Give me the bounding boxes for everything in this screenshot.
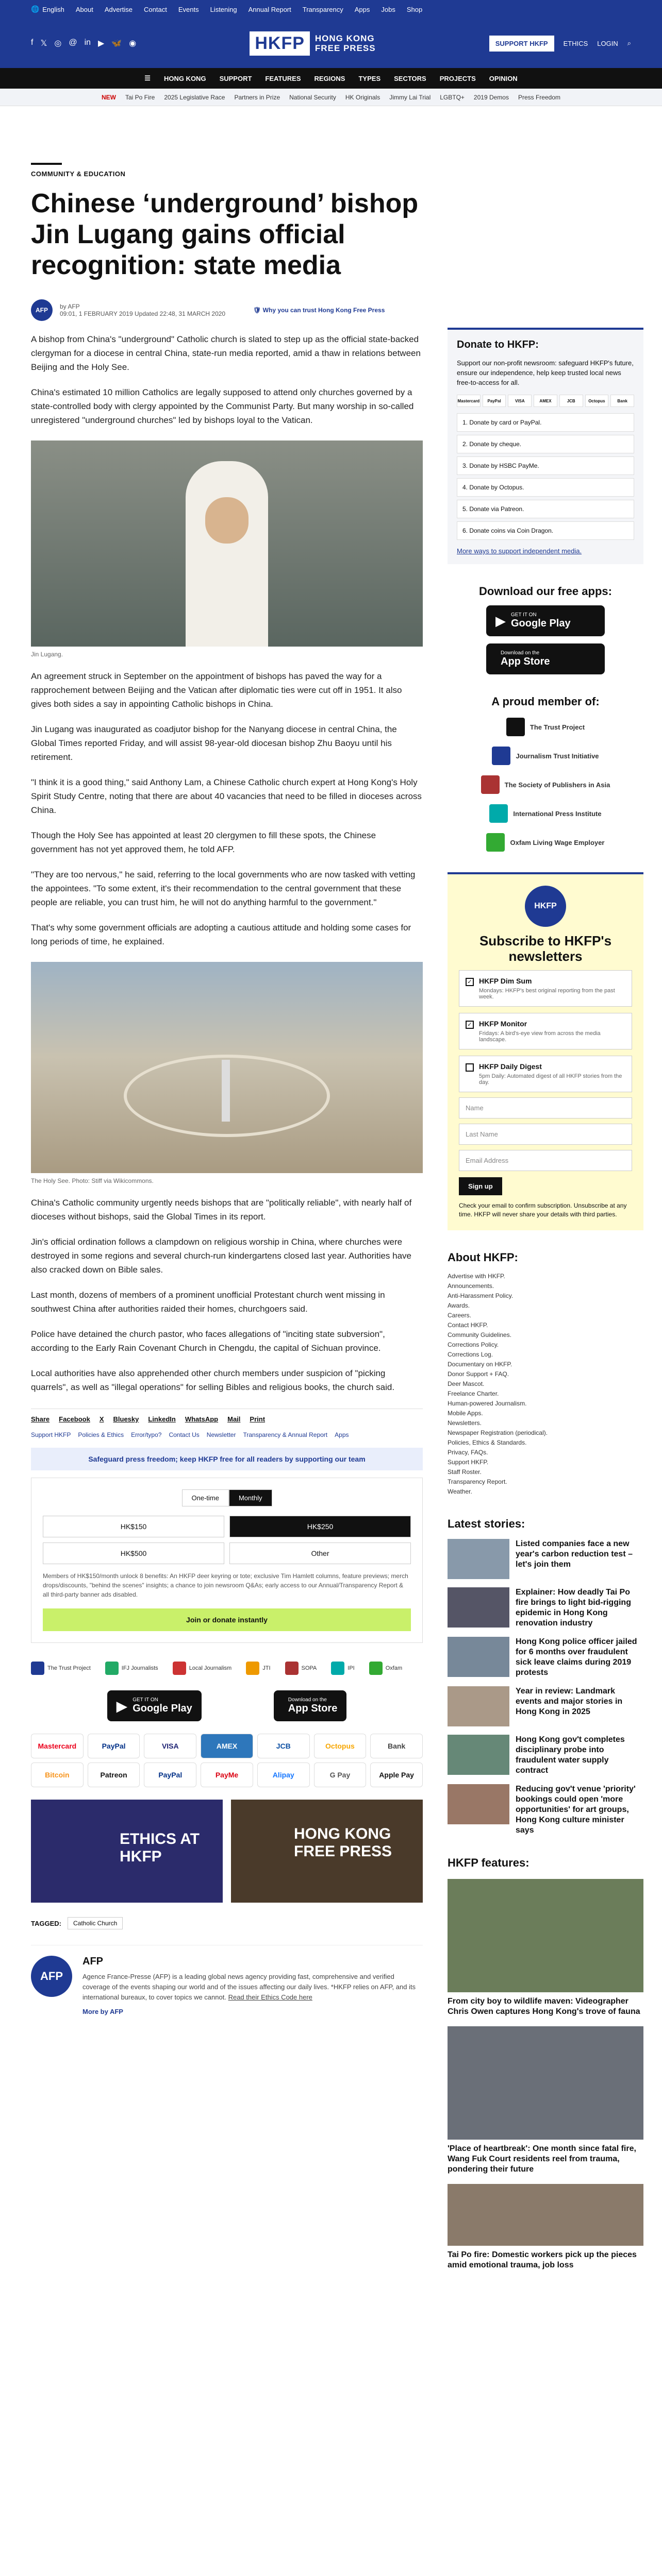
story-thumbnail bbox=[448, 1587, 509, 1628]
threads-icon[interactable]: @ bbox=[69, 38, 77, 47]
publish-date: 09:01, 1 FEBRUARY 2019 Updated 22:48, 31 MARCH 2020 bbox=[60, 310, 226, 317]
badge[interactable]: IFJ Journalists bbox=[105, 1662, 158, 1675]
story-thumbnail bbox=[448, 1735, 509, 1775]
shield-icon: 🛡 bbox=[253, 307, 263, 314]
linkedin-icon[interactable]: in bbox=[84, 38, 91, 47]
story-item[interactable]: Hong Kong police officer jailed for 6 months over fraudulent sick leave claims during 2019 protests bbox=[448, 1637, 643, 1678]
paragraph: "I think it is a good thing," said Anthony Lam, a Chinese Catholic church expert at Hong Kong's Holy Spirit Study Centre, noting that there are about 40 vacancies that need to be filled in dioceses across China. bbox=[31, 777, 422, 815]
main-nav bbox=[0, 68, 662, 89]
paragraph: Jin's official ordination follows a clampdown on religious worship in China, where churches were destroyed in some regions and several church-run kindergartens closed last year. Authorities have also cracked down on Bible sales. bbox=[31, 1237, 412, 1275]
trending-link[interactable]: Jimmy Lai Trial bbox=[389, 93, 431, 101]
ethics-promo[interactable]: ETHICS AT HKFP bbox=[31, 1800, 223, 1903]
about-link[interactable]: Support HKFP. bbox=[448, 1459, 489, 1466]
language-selector[interactable]: 🌐 English bbox=[31, 5, 64, 13]
ethics-link[interactable]: ETHICS bbox=[563, 39, 588, 47]
paragraph: Last month, dozens of members of a prominent unofficial Protestant church went missing in southwest China after authorities raided their homes, churchgoers said. bbox=[31, 1290, 385, 1314]
one-time-toggle[interactable]: One-time bbox=[182, 1489, 229, 1506]
about-link[interactable]: Deer Mascot. bbox=[448, 1380, 485, 1387]
last-name-field[interactable]: Last Name bbox=[459, 1124, 632, 1145]
about-link[interactable]: Documentary on HKFP. bbox=[448, 1361, 512, 1368]
about-link[interactable]: Newspaper Registration (periodical). bbox=[448, 1429, 548, 1436]
about-link[interactable]: Human-powered Journalism. bbox=[448, 1400, 527, 1407]
article-main bbox=[31, 106, 423, 2270]
story-thumbnail bbox=[448, 1784, 509, 1824]
payment-logo[interactable]: Apple Pay bbox=[370, 1762, 423, 1787]
about-link[interactable]: Weather. bbox=[448, 1488, 472, 1495]
footer-link[interactable]: Support HKFP bbox=[31, 1431, 71, 1438]
monthly-toggle[interactable]: Monthly bbox=[229, 1489, 272, 1506]
feature-thumbnail bbox=[448, 2026, 643, 2140]
more-ways-link[interactable]: More ways to support independent media. bbox=[457, 547, 582, 555]
payment-logo[interactable]: Mastercard bbox=[31, 1734, 84, 1758]
about-link[interactable]: Corrections Log. bbox=[448, 1351, 493, 1358]
paragraph: Though the Holy See has appointed at least 20 clergymen to fill these spots, the Chinese government has not yet approved them, he told AFP. bbox=[31, 831, 376, 854]
top-link[interactable]: Listening bbox=[210, 5, 237, 13]
donate-sidebar: Donate to HKFP: Support our non-profit newsroom: safeguard HKFP's future, ensure our independence, help keep trusted local news free-to-access for all. Mastercard PayPal VISA AMEX JCB Octopus Bank 1. Donate by card or PayPal. 2. Donate by cheque. 3. Donate by HSBC PayMe. 4. Donate by Octopus. 5. Donate via Patreon. 6. Donate coins via Coin Dragon. More ways to support independent media. bbox=[448, 328, 643, 564]
support-banner[interactable]: Safeguard press freedom; keep HKFP free for all readers by supporting our team bbox=[31, 1448, 423, 1470]
story-item[interactable]: Listed companies face a new year's carbon reduction test – let's join them bbox=[448, 1539, 643, 1579]
promo-row bbox=[31, 1800, 423, 1903]
about-list bbox=[448, 1272, 643, 1497]
share-bluesky[interactable]: Bluesky bbox=[113, 1415, 139, 1423]
member-badge[interactable]: International Press Institute bbox=[448, 799, 643, 828]
donate-option[interactable]: 3. Donate by HSBC PayMe. bbox=[457, 456, 634, 475]
author-bio: Agence France-Presse (AFP) is a leading global news agency providing fast, comprehensive and verified coverage of the events shaping our world and of the issues affecting our daily lives. *HKFP relies on AFP, and its international bureaux, to cover topics we cannot. Read their Ethics Code here bbox=[82, 1973, 416, 2001]
vatican-photo bbox=[31, 962, 423, 1173]
paragraph: "They are too nervous," he said, referring to the local governments who are now tasked with vetting the appointees. "To some extent, it's their recommendation to the central government that these people are reliable, you can trust him, he will not do anything harmful to the government." bbox=[31, 870, 416, 907]
instagram-icon[interactable]: ◎ bbox=[54, 39, 62, 48]
amount-option[interactable]: HK$150 bbox=[43, 1516, 224, 1537]
payment-logo[interactable]: Patreon bbox=[88, 1762, 140, 1787]
footer-links bbox=[31, 1431, 423, 1438]
about-link[interactable]: Contact HKFP. bbox=[448, 1321, 488, 1329]
top-link[interactable]: Shop bbox=[406, 5, 423, 13]
nav-item[interactable]: TYPES bbox=[358, 74, 381, 82]
footer-link[interactable]: Policies & Ethics bbox=[78, 1431, 124, 1438]
category-kicker[interactable]: COMMUNITY & EDUCATION bbox=[31, 163, 62, 178]
author-box bbox=[31, 1945, 423, 2017]
footer-link[interactable]: Contact Us bbox=[169, 1431, 200, 1438]
ethics-code-link[interactable]: Read their Ethics Code here bbox=[228, 1993, 312, 2001]
about-link[interactable]: Anti-Harassment Policy. bbox=[448, 1292, 514, 1299]
bluesky-icon[interactable]: 🦋 bbox=[111, 39, 122, 48]
share-label: Share bbox=[31, 1415, 50, 1423]
hkfp-promo[interactable]: HONG KONG FREE PRESS bbox=[231, 1800, 423, 1903]
newsletter-note: Check your email to confirm subscription. Unsubscribe at any time. HKFP will never share your details with third parties. bbox=[459, 1202, 627, 1218]
payment-logo[interactable]: JCB bbox=[257, 1734, 310, 1758]
newsletter-widget: HKFP Subscribe to HKFP's newsletters ✓ HKFP Dim Sum Mondays: HKFP's best original reporting from the past week. ✓ HKFP Monitor Fridays: A bird's-eye view from across the media landscape. HKFP Daily Digest 5pm Daily: Automated digest of all HKFP stories from the day. Name Last Name Email Address Sign up Check your email to confirm subscription. Unsubscribe at any time. HKFP will never share your details with third parties. bbox=[448, 872, 643, 1230]
menu-icon[interactable]: ☰ bbox=[144, 74, 151, 82]
nav-item[interactable]: HONG KONG bbox=[163, 74, 206, 82]
donate-option[interactable]: 4. Donate by Octopus. bbox=[457, 478, 634, 497]
share-mail[interactable]: Mail bbox=[227, 1415, 241, 1423]
youtube-icon[interactable]: ▶ bbox=[98, 39, 105, 48]
amount-option[interactable]: Other bbox=[229, 1543, 411, 1564]
photo-caption: The Holy See. Photo: Stiff via Wikicommons. bbox=[31, 1177, 154, 1184]
badge[interactable]: The Trust Project bbox=[31, 1662, 91, 1675]
about-link[interactable]: Privacy, FAQs. bbox=[448, 1449, 488, 1456]
trending-link[interactable]: Tai Po Fire bbox=[125, 93, 155, 101]
payment-logo[interactable]: Bitcoin bbox=[31, 1762, 84, 1787]
top-link[interactable]: Transparency bbox=[302, 5, 343, 13]
rss-icon[interactable]: ◉ bbox=[129, 39, 137, 48]
top-link[interactable]: Events bbox=[178, 5, 199, 13]
payment-logo[interactable]: PayPal bbox=[88, 1734, 140, 1758]
member-benefits: Members of HK$150/month unlock 8 benefits: An HKFP deer keyring or tote; exclusive Tim Hamlett columns, feature previews; merch drops/discounts, "behind the scenes" insights; a chance to join newsroom Q&As; early access to our Annual/Transparency Report & all third-party banner ads disabled. bbox=[43, 1572, 408, 1598]
member-heading: A proud member of: bbox=[491, 695, 600, 708]
more-by-author[interactable]: More by AFP bbox=[82, 2008, 123, 2015]
search-icon[interactable]: ⌕ bbox=[627, 39, 631, 47]
trending-link[interactable]: Partners in Prize bbox=[234, 93, 280, 101]
support-button[interactable]: SUPPORT HKFP bbox=[489, 36, 554, 52]
payment-logo[interactable]: PayPal bbox=[144, 1762, 196, 1787]
tags: TAGGED: Catholic Church bbox=[31, 1917, 423, 1929]
top-link[interactable]: Annual Report bbox=[248, 5, 291, 13]
feature-item[interactable]: From city boy to wildlife maven: Videographer Chris Owen captures Hong Kong's trove of fauna bbox=[448, 1879, 643, 2017]
donate-widget bbox=[31, 1478, 423, 1643]
about-link[interactable]: Careers. bbox=[448, 1312, 472, 1319]
donate-option[interactable]: 6. Donate coins via Coin Dragon. bbox=[457, 521, 634, 540]
member-badge[interactable]: Oxfam Living Wage Employer bbox=[448, 828, 643, 857]
newsletter-option[interactable]: HKFP Daily Digest 5pm Daily: Automated digest of all HKFP stories from the day. bbox=[459, 1056, 632, 1092]
bishop-photo bbox=[31, 440, 423, 647]
amount-option[interactable]: HK$250 bbox=[229, 1516, 411, 1537]
paragraph: An agreement struck in September on the appointment of bishops has paved the way for a rapprochement between Beijing and the Vatican after diplomatic ties were cut off in 1951. It also gives both sides a say in appointing Catholic bishops in China. bbox=[31, 671, 402, 709]
top-link[interactable]: Contact bbox=[144, 5, 167, 13]
share-bar bbox=[31, 1409, 423, 1423]
story-thumbnail bbox=[448, 1686, 509, 1726]
story-item[interactable]: Hong Kong gov't completes disciplinary probe into fraudulent water supply contract bbox=[448, 1735, 643, 1776]
nav-item[interactable]: PROJECTS bbox=[439, 74, 476, 82]
about-link[interactable]: Mobile Apps. bbox=[448, 1410, 483, 1417]
top-link[interactable]: About bbox=[75, 5, 93, 13]
login-link[interactable]: LOGIN bbox=[597, 39, 618, 47]
top-bar bbox=[0, 0, 662, 19]
payment-logo[interactable]: Octopus bbox=[314, 1734, 367, 1758]
about-link[interactable]: Community Guidelines. bbox=[448, 1331, 512, 1338]
feature-thumbnail bbox=[448, 1879, 643, 1992]
member-badge[interactable]: The Society of Publishers in Asia bbox=[448, 770, 643, 799]
story-thumbnail bbox=[448, 1637, 509, 1677]
paragraph: That's why some government officials are adopting a cautious attitude and holding some cases for long periods of time, he explained. bbox=[31, 923, 411, 946]
feature-thumbnail bbox=[448, 2184, 643, 2246]
author-name[interactable]: AFP bbox=[82, 1956, 103, 1967]
share-whatsapp[interactable]: WhatsApp bbox=[185, 1415, 219, 1423]
site-header bbox=[0, 19, 662, 68]
footer-link[interactable]: Error/typo? bbox=[131, 1431, 162, 1438]
new-badge: NEW bbox=[102, 93, 116, 101]
trending-link[interactable]: 2025 Legislative Race bbox=[164, 93, 225, 101]
play-icon: ▶ bbox=[116, 1698, 128, 1714]
about-link[interactable]: Donor Support + FAQ. bbox=[448, 1370, 509, 1378]
nav-item[interactable]: SUPPORT bbox=[219, 74, 252, 82]
email-field[interactable]: Email Address bbox=[459, 1150, 632, 1171]
amount-option[interactable]: HK$500 bbox=[43, 1543, 224, 1564]
about-link[interactable]: Transparency Report. bbox=[448, 1478, 507, 1485]
signup-button[interactable]: Sign up bbox=[459, 1177, 502, 1195]
nav-item[interactable]: REGIONS bbox=[314, 74, 345, 82]
donate-option[interactable]: 5. Donate via Patreon. bbox=[457, 500, 634, 518]
share-facebook[interactable]: Facebook bbox=[59, 1415, 90, 1423]
trending-link[interactable]: LGBTQ+ bbox=[440, 93, 465, 101]
globe-icon: 🌐 bbox=[31, 5, 40, 13]
first-name-field[interactable]: Name bbox=[459, 1097, 632, 1118]
trending-link[interactable]: HK Originals bbox=[345, 93, 380, 101]
paragraph: China's estimated 10 million Catholics are legally supposed to attend only churches governed by a state-controlled body with clergy appointed by the Communist Party. But many worship in so-called unregistered "underground churches" led by bishops loyal to the Vatican. bbox=[31, 387, 414, 425]
paragraph: Police have detained the church pastor, who faces allegations of "inciting state subversion", according to the Early Rain Covenant Church in Chengdu, the capital of Sichuan province. bbox=[31, 1329, 385, 1353]
about-link[interactable]: Staff Roster. bbox=[448, 1468, 482, 1476]
author-name[interactable]: by AFP bbox=[60, 303, 80, 310]
checkbox[interactable]: ✓ bbox=[466, 1021, 474, 1029]
author-logo[interactable]: AFP bbox=[31, 1956, 72, 1997]
payment-logo[interactable]: Alipay bbox=[257, 1762, 310, 1787]
sidebar bbox=[448, 106, 643, 2270]
app-store-button[interactable]: Download on the App Store bbox=[274, 1690, 347, 1721]
byline bbox=[31, 299, 423, 321]
join-button[interactable]: Join or donate instantly bbox=[43, 1608, 411, 1631]
about-heading: About HKFP: bbox=[448, 1251, 518, 1264]
story-thumbnail bbox=[448, 1539, 509, 1579]
x-icon[interactable]: 𝕏 bbox=[40, 39, 47, 48]
photo-caption: Jin Lugang. bbox=[31, 651, 63, 658]
feature-item[interactable]: Tai Po fire: Domestic workers pick up the pieces amid emotional trauma, job loss bbox=[448, 2184, 643, 2270]
share-linkedin[interactable]: LinkedIn bbox=[148, 1415, 176, 1423]
trending-link[interactable]: Press Freedom bbox=[518, 93, 560, 101]
about-link[interactable]: Corrections Policy. bbox=[448, 1341, 499, 1348]
share-x[interactable]: X bbox=[99, 1415, 104, 1423]
footer-link[interactable]: Transparency & Annual Report bbox=[243, 1431, 328, 1438]
newsletter-option[interactable]: ✓ HKFP Monitor Fridays: A bird's-eye view from across the media landscape. bbox=[459, 1013, 632, 1049]
payment-logo[interactable]: VISA bbox=[144, 1734, 196, 1758]
paragraph: Local authorities have also apprehended other church members under suspicion of "picking quarrels", as well as "illegal operations" for selling Bibles and religious books, the church said. bbox=[31, 1368, 395, 1392]
about-link[interactable]: Newsletters. bbox=[448, 1419, 482, 1427]
member-badge[interactable]: The Trust Project bbox=[448, 713, 643, 741]
share-print[interactable]: Print bbox=[250, 1415, 266, 1423]
tag-link[interactable]: Catholic Church bbox=[68, 1917, 123, 1929]
trending-link[interactable]: 2019 Demos bbox=[473, 93, 509, 101]
payment-logo[interactable]: PayMe bbox=[201, 1762, 253, 1787]
play-icon: ▶ bbox=[495, 613, 506, 629]
donate-option[interactable]: 2. Donate by cheque. bbox=[457, 435, 634, 453]
nav-item[interactable]: OPINION bbox=[489, 74, 518, 82]
feature-item[interactable]: 'Place of heartbreak': One month since fatal fire, Wang Fuk Court residents reel from trauma, pondering their future bbox=[448, 2026, 643, 2175]
top-link[interactable]: Apps bbox=[354, 5, 370, 13]
hkfp-badge: HKFP bbox=[525, 886, 566, 927]
payment-logo[interactable]: AMEX bbox=[201, 1734, 253, 1758]
about-link[interactable]: Advertise with HKFP. bbox=[448, 1273, 505, 1280]
about-link[interactable]: Policies, Ethics & Standards. bbox=[448, 1439, 527, 1446]
social-links bbox=[31, 38, 136, 48]
nav-item[interactable]: SECTORS bbox=[394, 74, 426, 82]
badge[interactable]: IPI bbox=[331, 1662, 354, 1675]
member-badge[interactable]: Journalism Trust Initiative bbox=[448, 741, 643, 770]
payment-logo[interactable]: G Pay bbox=[314, 1762, 367, 1787]
donate-option[interactable]: 1. Donate by card or PayPal. bbox=[457, 413, 634, 432]
about-link[interactable]: Freelance Charter. bbox=[448, 1390, 499, 1397]
app-store-button[interactable]: Download on the App Store bbox=[486, 643, 605, 674]
about-link[interactable]: Announcements. bbox=[448, 1282, 494, 1290]
checkbox[interactable] bbox=[466, 1063, 474, 1072]
paragraph: China's Catholic community urgently needs bishops that are "politically reliable", with nearly half of dioceses without bishops, said the Global Times in its report. bbox=[31, 1198, 412, 1222]
badge[interactable]: JTI bbox=[246, 1662, 270, 1675]
site-logo[interactable]: HKFP HONG KONG FREE PRESS bbox=[250, 31, 375, 56]
payment-methods bbox=[31, 1734, 423, 1787]
checkbox[interactable]: ✓ bbox=[466, 978, 474, 986]
about-link[interactable]: Awards. bbox=[448, 1302, 470, 1309]
badge-row bbox=[31, 1662, 423, 1675]
top-link[interactable]: Jobs bbox=[381, 5, 395, 13]
newsletter-option[interactable]: ✓ HKFP Dim Sum Mondays: HKFP's best original reporting from the past week. bbox=[459, 970, 632, 1007]
paragraph: Jin Lugang was inaugurated as coadjutor bishop for the Nanyang diocese in central China, the Global Times reported Friday, and will assist 98-year-old diocesan bishop Zhu Baoyu until his retirement. bbox=[31, 724, 397, 762]
article-title: Chinese ‘underground’ bishop Jin Lugang gains official recognition: state media bbox=[31, 189, 419, 280]
footer-link[interactable]: Apps bbox=[335, 1431, 349, 1438]
facebook-icon[interactable]: f bbox=[31, 38, 34, 47]
top-link[interactable]: Advertise bbox=[104, 5, 133, 13]
apps-heading: Download our free apps: bbox=[479, 585, 612, 598]
google-play-button[interactable]: ▶ GET IT ON Google Play bbox=[486, 605, 605, 636]
footer-link[interactable]: Newsletter bbox=[206, 1431, 236, 1438]
badge[interactable]: Local Journalism bbox=[173, 1662, 232, 1675]
payment-logos: Mastercard PayPal VISA AMEX JCB Octopus Bank bbox=[457, 395, 634, 407]
story-item[interactable]: Explainer: How deadly Tai Po fire brings to light bid-rigging epidemic in Hong Kong renovation industry bbox=[448, 1587, 643, 1629]
paragraph: A bishop from China's "underground" Catholic church is slated to step up as the official state-backed clergyman for a diocese in central China, state-run media reported, amid a thaw in relations between Beijing and the Holy See. bbox=[31, 334, 421, 372]
nav-item[interactable]: FEATURES bbox=[265, 74, 301, 82]
trust-link[interactable]: 🛡 Why you can trust Hong Kong Free Press bbox=[253, 307, 385, 314]
story-item[interactable]: Year in review: Landmark events and major stories in Hong Kong in 2025 bbox=[448, 1686, 643, 1726]
latest-heading: Latest stories: bbox=[448, 1517, 525, 1530]
google-play-button[interactable]: ▶ GET IT ON Google Play bbox=[107, 1690, 202, 1721]
trending-nav bbox=[0, 89, 662, 106]
trending-link[interactable]: National Security bbox=[289, 93, 336, 101]
badge[interactable]: SOPA bbox=[285, 1662, 317, 1675]
story-item[interactable]: Reducing gov't venue 'priority' bookings could open 'more opportunities' for art groups, Hong Kong culture minister says bbox=[448, 1784, 643, 1836]
payment-logo[interactable]: Bank bbox=[370, 1734, 423, 1758]
badge[interactable]: Oxfam bbox=[369, 1662, 402, 1675]
features-heading: HKFP features: bbox=[448, 1856, 529, 1869]
author-avatar[interactable]: AFP bbox=[31, 299, 53, 321]
